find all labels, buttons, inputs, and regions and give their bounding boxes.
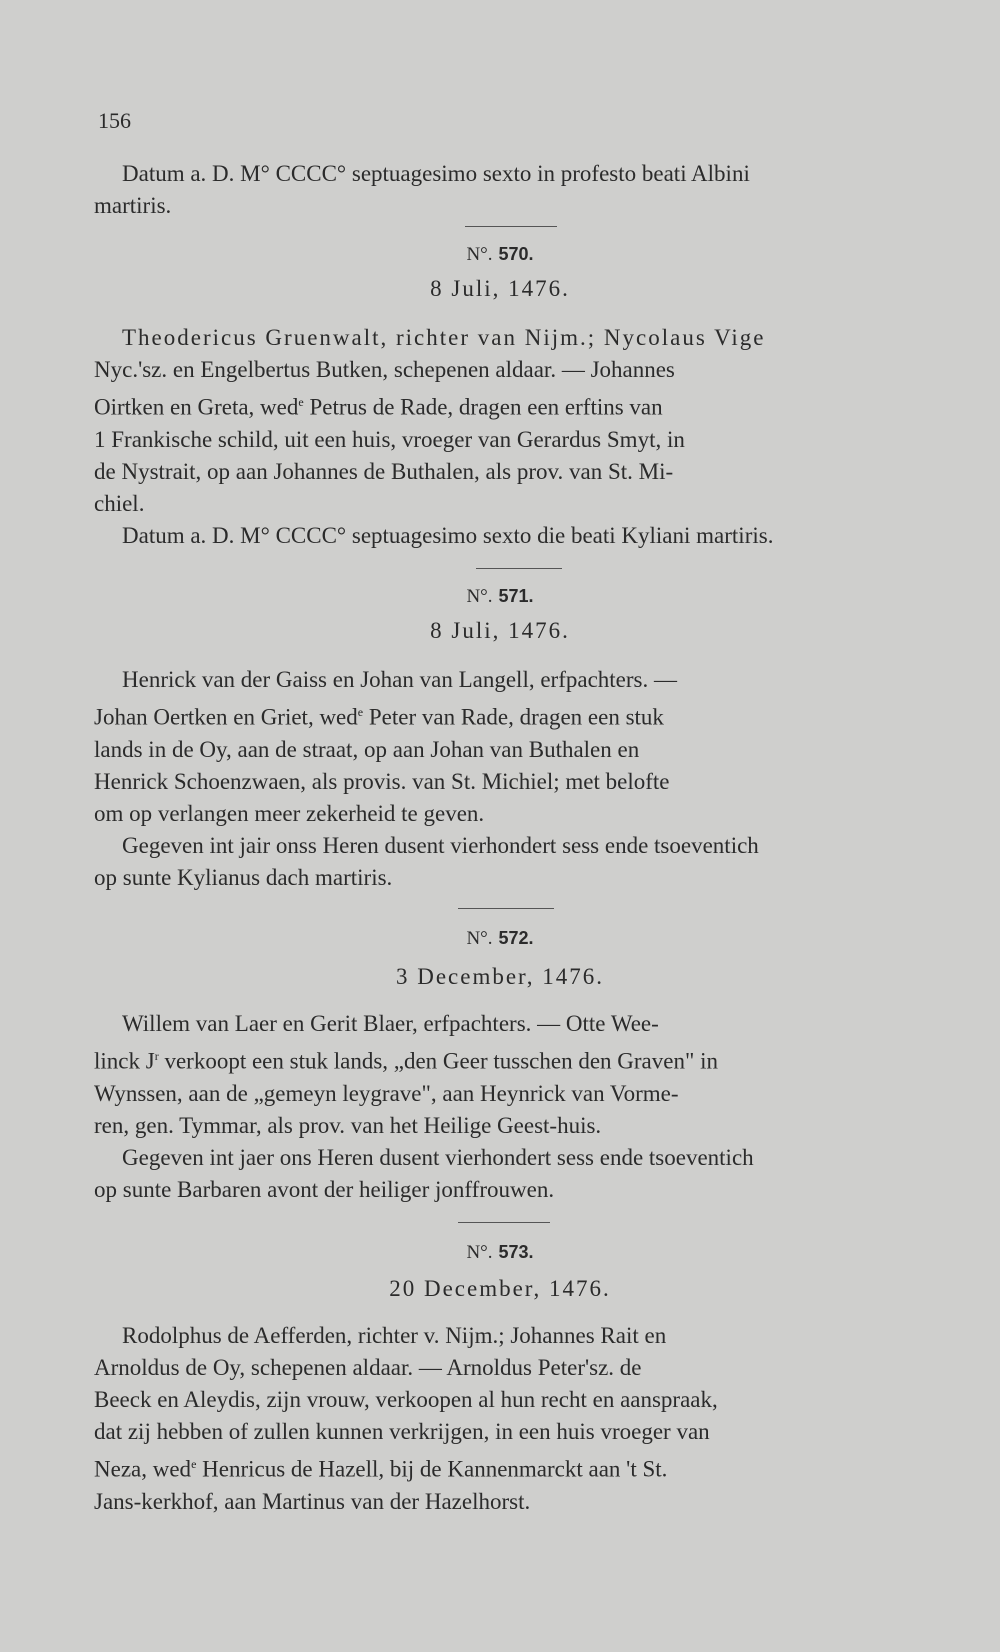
- body-line: Arnoldus de Oy, schepenen aldaar. — Arnoldus Peter'sz. de: [94, 1355, 642, 1380]
- body-line: 1 Frankische schild, uit een huis, vroeger van Gerardus Smyt, in: [94, 426, 685, 452]
- body-line: Nyc.'sz. en Engelbertus Butken, schepenen aldaar. — Johannes: [94, 357, 675, 382]
- body-line: Henrick van der Gaiss en Johan van Langell, erfpachters. —: [122, 667, 677, 692]
- closing-line: Datum a. D. M° CCCC° septuagesimo sexto die beati Kyliani martiris.: [122, 522, 774, 548]
- closing-line: Gegeven int jair onss Heren dusent vierhondert sess ende tsoeventich: [122, 832, 759, 858]
- body-line: om op verlangen meer zekerheid te geven.: [94, 800, 485, 826]
- closing-line: op sunte Barbaren avont der heiliger jonffrouwen.: [94, 1176, 555, 1202]
- separator-rule: [458, 1222, 550, 1223]
- body-line: Oirtken en Greta, wed$^e$ Petrus de Rade, dragen een erftins van: [94, 394, 663, 420]
- body-line: linck $J^r$ verkoopt een stuk lands, „den Geer tusschen den Graven" in: [94, 1048, 719, 1074]
- entry-number: N°. 572.: [466, 928, 534, 949]
- intro-paragraph: [94, 158, 926, 222]
- body-line: Henrick Schoenzwaen, als provis. van St. Michiel; met belofte: [94, 768, 670, 794]
- page-number: 156: [98, 108, 131, 133]
- entry-date: 3 December, 1476.: [395, 964, 605, 989]
- body-line: de Nystrait, op aan Johannes de Buthalen, als prov. van St. Mi-: [94, 458, 674, 484]
- separator-rule: [465, 226, 557, 227]
- separator-rule: [458, 908, 554, 909]
- entry-body: [94, 664, 926, 894]
- closing-line: Gegeven int jaer ons Heren dusent vierhondert sess ende tsoeventich: [122, 1144, 754, 1170]
- closing-line: op sunte Kylianus dach martiris.: [94, 864, 393, 890]
- body-line: Neza, wed$^e$ Henricus de Hazell, bij de Kannenmarckt aan 't St.: [94, 1456, 668, 1482]
- entry-body: [94, 1320, 926, 1518]
- entry-number: [0, 244, 1000, 266]
- number-label: N°.: [466, 244, 493, 265]
- entry-date: 8 Juli, 1476.: [430, 618, 570, 643]
- body-line: chiel.: [94, 490, 145, 516]
- body-line: dat zij hebben of zullen kunnen verkrijgen, in een huis vroeger van: [94, 1419, 710, 1444]
- number-value: 570.: [498, 244, 534, 264]
- intro-line: Datum a. D. M° CCCC° septuagesimo sexto in profesto beati Albini: [122, 161, 750, 186]
- body-line: Willem van Laer en Gerit Blaer, erfpachters. — Otte Wee-: [122, 1011, 659, 1036]
- body-line: Jans-kerkhof, aan Martinus van der Hazelhorst.: [94, 1488, 531, 1514]
- entry-body: [94, 322, 926, 552]
- body-line: Theodericus Gruenwalt, richter van Nijm.; Nycolaus Vige: [122, 325, 766, 350]
- entry-date: 20 December, 1476.: [389, 1276, 611, 1301]
- body-line: ren, gen. Tymmar, als prov. van het Heilige Geest-huis.: [94, 1112, 602, 1138]
- entry-number: N°. 571.: [466, 586, 534, 607]
- entry-number: N°. 573.: [466, 1242, 534, 1263]
- intro-line: martiris.: [94, 193, 172, 218]
- entry-body: [94, 1008, 926, 1206]
- body-line: Johan Oertken en Griet, wed$^e$ Peter van Rade, dragen een stuk: [94, 704, 664, 730]
- body-line: Beeck en Aleydis, zijn vrouw, verkoopen al hun recht en aanspraak,: [94, 1387, 718, 1412]
- entry-date: 8 Juli, 1476.: [430, 276, 570, 301]
- separator-rule: [476, 568, 562, 569]
- body-line: lands in de Oy, aan de straat, op aan Johan van Buthalen en: [94, 736, 640, 762]
- body-line: Wynssen, aan de „gemeyn leygrave", aan Heynrick van Vorme-: [94, 1080, 679, 1106]
- body-line: Rodolphus de Aefferden, richter v. Nijm.; Johannes Rait en: [122, 1323, 667, 1348]
